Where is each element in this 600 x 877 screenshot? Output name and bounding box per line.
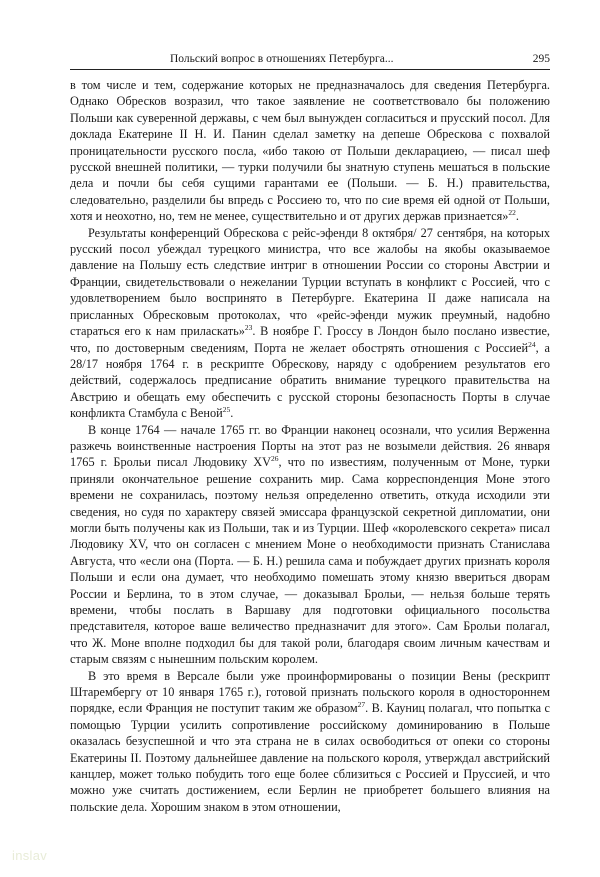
paragraph: В это время в Версале были уже проинформированы о позиции Вены (рескрипт Штарембергу от 10 января 1765 г.), готовой признать польского короля в одностороннем порядке, если Франция не поступит таким же образом$^{27}$. В. Кауниц полагал, что попытка с помощью Турции усилить сопротивление российскому доминированию в Польше оказалась безуспешной и что эта страна не в силах освободиться от опеки со стороны Екатерины II. Поэтому дальнейшее давление на польского короля, утверждал австрийский канцлер, может только побудить того еще более сблизиться с Россией и Пруссией, и что можно уже считать достижением, если Берлин не приобретет большего влияния на польские дела. Хорошим знаком в этом отношении, xyxy=(70,668,550,814)
footnote-ref[interactable]: 23 xyxy=(244,323,253,332)
paragraph: в том числе и тем, содержание которых не предназначалось для сведения Петербурга. Однако Обресков возразил, что такое заявление не соответствовало бы положению Польши как суверенной державы, с чем был вынужден согласиться и прусский посол. Для доклада Екатерине II Н. И. Панин сделал заметку на депеше Обрескова с похвалой проницательности русского посла, «ибо такою от Польши декларациею, — писал шеф русской внешней политики, — турки получили бы знатную ступень мешаться в польские дела и почли бы себя сущими гарантами ее (Польши. — Б. Н.) правительства, следовательно, разделили бы впредь с Россиею то, что по сие время ей одной от Польши, хотя и неохотно, но, тем не менее, существительно и от других держав признается»$^{22}$. xyxy=(70,78,550,224)
paragraph: В конце 1764 — начале 1765 гг. во Франции наконец осознали, что усилия Верженна разжечь воинственные настроения Порты на этот раз не возымели действия. 26 января 1765 г. Брольи писал Людовику XV$^{26}$, что по известиям, полученным от Моне, турки приняли окончательное решение сохранить мир. Сама корреспонденция Моне этого времени не сохранилась, поэтому нельзя определенно ответить, откуда исходили эти сведения, но судя по характеру связей эмиссара французской секретной дипломатии, они могли быть получены как из Польши, так и из Турции. Шеф «королевского секрета» писал Людовику XV, что он согласен с мнением Моне о необходимости признать Станислава Августа, что «если она (Порта. — Б. Н.) решила сама и побуждает других признать короля Польши и если она думает, что необходимо помешать этому князю ввериться дворам России и Берлина, то в этом случае, — доказывал Брольи, — нельзя больше терять времени, чтобы послать в Варшаву для подготовки официального посольства представителя, которое ваше величество предназначит для этого». Сам Брольи полагал, что Ж. Моне вполне подходил бы для такой роли, благодаря своим личным качествам и старым связям с нынешним польским королем. xyxy=(70,422,550,667)
watermark-logo: inslav xyxy=(12,848,48,863)
footnote-ref[interactable]: 26 xyxy=(270,454,279,464)
header-rule xyxy=(70,69,550,70)
body-text xyxy=(70,77,550,815)
running-title: Польский вопрос в отношениях Петербурга... xyxy=(170,53,394,65)
footnote-ref[interactable]: 25 xyxy=(222,405,231,415)
footnote-ref[interactable]: 27 xyxy=(357,700,366,710)
footnote-ref[interactable]: 24 xyxy=(528,339,536,349)
page-number: 295 xyxy=(532,53,550,65)
footnote-ref[interactable]: 22 xyxy=(508,208,516,218)
page-header xyxy=(70,50,550,68)
paragraph: Результаты конференций Обрескова с рейс-эфенди 8 октября/ 27 сентября, на которых русский посол убеждал турецкого министра, что все жалобы на якобы оказываемое давление на Польшу есть следствие интриг в отношении России со стороны Австрии и Франции, свидетельствовали о нежелании Турции вступать в конфликт с Россией, что с удовлетворением было воспринято в Петербурге. Екатерина II даже написала на присланных Обресковым протоколах, что «рейс-эфенди мужик преумный, надобно стараться его к нам приласкать»$^{23}$. В ноябре Г. Гроссу в Лондон было послано известие, что, по достоверным сведениям, Порта не желает обострять отношения с Россией$^{24}$, а 28/17 ноября 1764 г. в рескрипте Обрескову, наряду с одобрением результатов его действий, содержалось предписание обратить внимание турецкого правительства на Австрию и обещать ему обеспечить с русской стороны безопасность Порты в случае конфликта Стамбула с Веной$^{25}$. xyxy=(70,225,550,421)
